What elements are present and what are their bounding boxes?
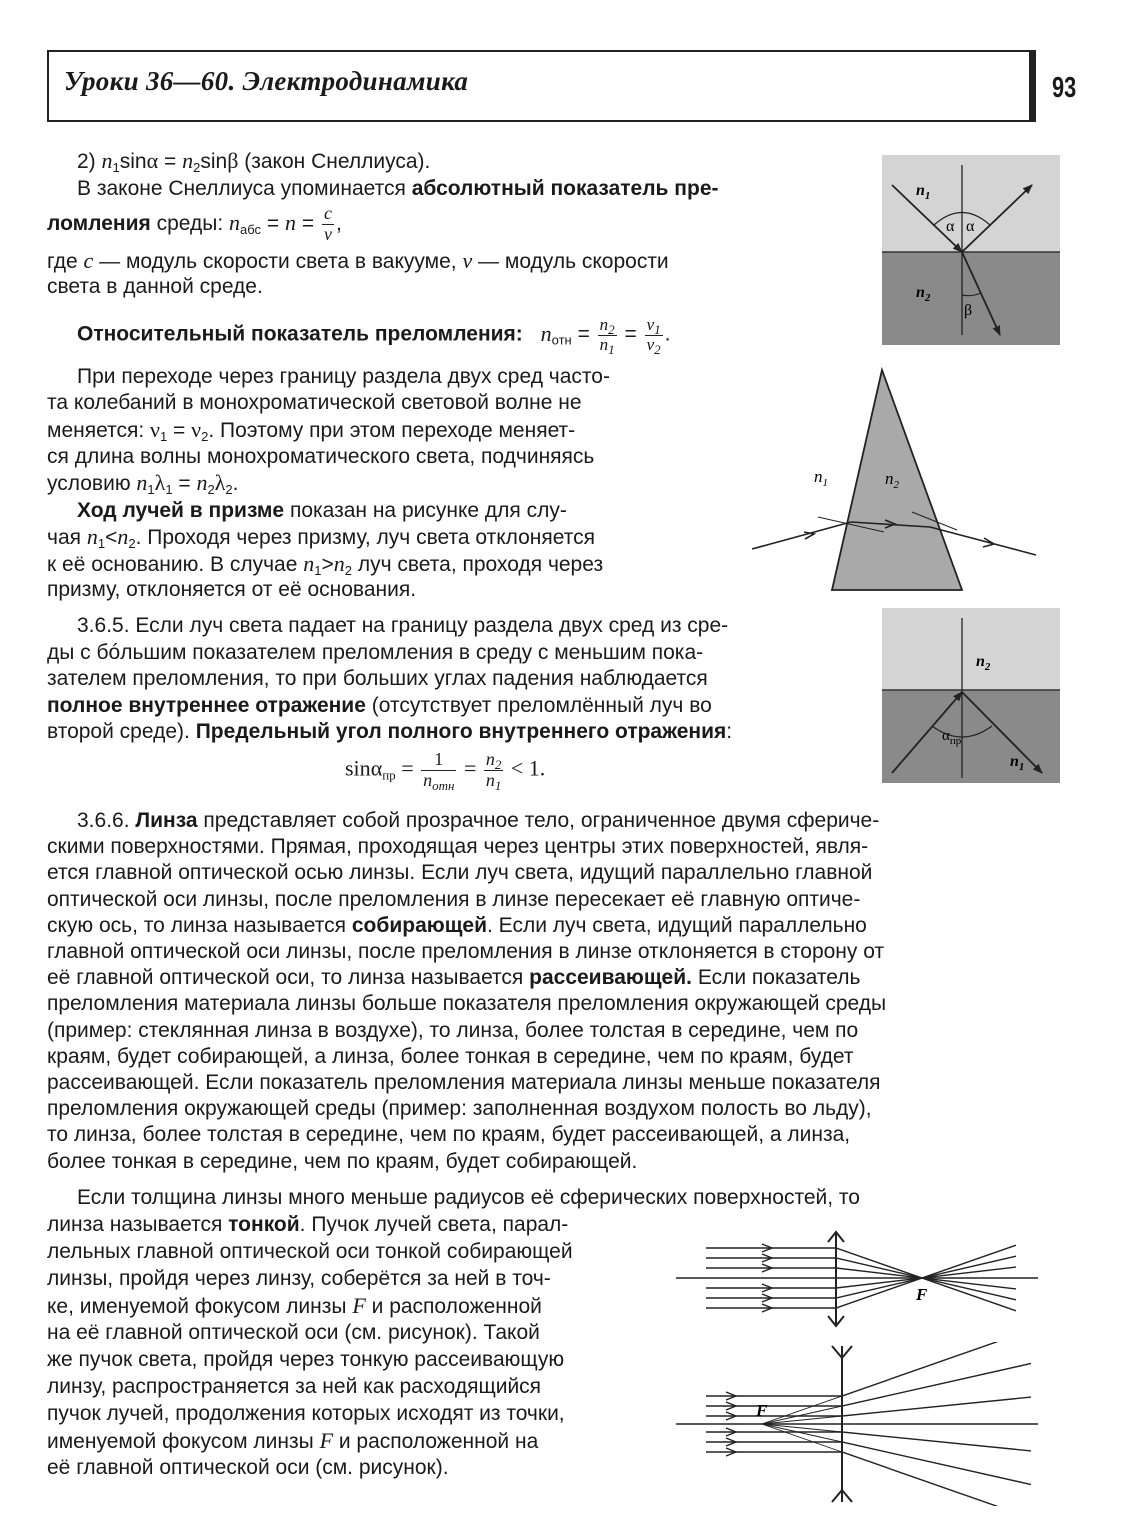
lens-text: 3.6.6. <box>77 809 136 832</box>
converging-ray <box>706 1256 1016 1298</box>
ray-extension <box>762 1424 842 1442</box>
ray-extension <box>762 1406 842 1424</box>
lens-term: рассеивающей. <box>529 966 692 990</box>
prism-line-9: призму, отклоняется от её основания. <box>47 578 417 601</box>
label-n2: $n_2$ <box>916 284 931 304</box>
lens-text: главной оптической оси линзы, после преломления в линзе отклоняется в сторону от <box>47 940 885 963</box>
prism-line-2: та колебаний в монохроматической световой волне не <box>47 391 582 414</box>
critical-angle-formula: sinα$_{пр}$ = 1 $n_{отн}$ = $\frac{n_2}{n_1}$ < 1. <box>345 749 546 793</box>
snell-line-2: В законе Снеллиуса упоминается абсолютный показатель пре- <box>77 177 719 200</box>
snell-line-4: где c — модуль скорости света в вакууме, v — модуль скорости <box>47 248 669 273</box>
lens-line <box>47 860 872 886</box>
prism-line-1: При переходе через границу раздела двух сред часто- <box>77 365 610 388</box>
snell-formula-line: 2) $n_1\sin\alpha = n_2\sin\beta$ (закон Снеллиуса). <box>77 148 431 175</box>
prism-line-5: условию $n_1\lambda_1 = n_2\lambda_2$. <box>47 470 239 497</box>
lens-text: ется главной оптической осью линзы. Если луч света, идущий параллельно главной <box>47 861 873 885</box>
focus-label-2: F <box>756 1401 768 1420</box>
prism-ray-in <box>752 522 851 549</box>
tir-medium-2 <box>882 608 1060 690</box>
lens-line <box>47 965 860 991</box>
lens-text: скими поверхностями. Прямая, проходящая через центры этих поверхностей, явля- <box>47 835 869 859</box>
diverging-lens-figure <box>676 1342 1038 1506</box>
lens-text: оптической оси линзы, после преломления в линзе пересекает её главную оптиче- <box>47 887 861 911</box>
tir-label-n2: $n_2$ <box>976 653 991 673</box>
tir-line-5: второй среде). Предельный угол полного внутреннего отражения: <box>47 720 733 743</box>
converging-ray <box>706 1258 1016 1300</box>
lens-line <box>47 1096 872 1122</box>
lens-text: краям, будет собирающей, а линза, более тонкая в середине, чем по краям, будет <box>47 1044 854 1068</box>
thin-line-10: именуемой фокусом линзы F и расположенной на <box>47 1428 539 1453</box>
prism-label-n1: $n_1$ <box>814 467 828 489</box>
prism-line-7: чая $n_1<n_2$. Проходя через призму, луч света отклоняется <box>47 524 595 551</box>
lens-text: (пример: стеклянная линза в воздухе), то линза, более толстая в середине, чем по <box>47 1018 859 1042</box>
tir-line-1: 3.6.5. Если луч света падает на границу раздела двух сред из сре- <box>77 614 729 637</box>
label-alpha-right: α <box>966 218 975 235</box>
lens-text: рассеивающей. Если показатель преломления материала линзы меньше показателя <box>47 1071 881 1094</box>
diverging-ray <box>706 1452 1031 1506</box>
diverging-ray <box>706 1442 1031 1485</box>
thin-line-5: ке, именуемой фокусом линзы F и расположенной <box>47 1293 542 1318</box>
lens-text: Если показатель <box>691 966 861 990</box>
snell-line-5: света в данной среде. <box>47 275 263 298</box>
label-beta: β <box>964 302 973 319</box>
tir-label-n1: $n_1$ <box>1010 753 1025 773</box>
lens-text: преломления материала линзы больше показателя преломления окружающей среды <box>47 992 887 1016</box>
thin-line-3: лельных главной оптической оси тонкой собирающей <box>47 1240 573 1263</box>
thin-line-6: на её главной оптической оси (см. рисунок). Такой <box>47 1321 540 1344</box>
page-number: 93 <box>1052 72 1077 104</box>
diverging-ray <box>706 1363 1031 1406</box>
prism-line-8: к её основанию. В случае $n_1>n_2$ луч света, проходя через <box>47 551 604 578</box>
prism-line-6: Ход лучей в призме показан на рисунке для слу- <box>77 499 567 522</box>
tir-figure <box>882 608 1060 783</box>
lens-term: собирающей <box>351 913 487 937</box>
lens-line <box>47 913 867 939</box>
lens-line <box>47 1044 853 1070</box>
thin-line-4: линзы, пройдя через линзу, соберётся за ней в точ- <box>47 1267 551 1290</box>
thin-line-2: линза называется тонкой. Пучок лучей света, парал- <box>47 1213 569 1236</box>
tir-line-4: полное внутреннее отражение (отсутствует преломлённый луч во <box>47 694 712 717</box>
prism-arrow-1 <box>804 532 814 539</box>
lens-line <box>47 834 868 860</box>
lens-text: скую ось, то линза называется <box>47 913 352 937</box>
thin-line-9: пучок лучей, продолжения которых исходят из точки, <box>47 1402 565 1425</box>
diverging-ray <box>706 1342 1031 1396</box>
lens-line <box>47 887 860 913</box>
prism-line-3: меняется: $\nu_1 = \nu_2$. Поэтому при этом переходе меняет- <box>47 417 576 444</box>
focus-label: F <box>916 1285 928 1304</box>
label-alpha-left: α <box>946 218 955 235</box>
prism-line-4: ся длина волны монохроматического света, подчиняясь <box>47 445 595 468</box>
lens-text: её главной оптической оси, то линза называется <box>47 966 530 990</box>
lens-line <box>47 939 884 965</box>
thin-line-11: её главной оптической оси (см. рисунок). <box>47 1456 449 1479</box>
lens-text: более тонкая в середине, чем по краям, будет собирающей. <box>47 1149 638 1173</box>
lens-term: Линза <box>135 809 198 832</box>
thin-line-8: линзу, распространяется за ней как расходящийся <box>47 1375 542 1398</box>
prism-figure <box>752 362 1037 594</box>
relative-index-line: Относительный показатель преломления: $n_{отн}$ = $\frac{n_2}{n_1}$ = $\frac{v_1}{v_2}$ . <box>77 315 671 357</box>
lens-text: . Если луч света, идущий параллельно <box>487 913 867 937</box>
tir-line-2: ды с бóльшим показателем преломления в среду с меньшим пока- <box>47 641 704 664</box>
lens-line <box>47 1018 858 1044</box>
tir-line-3: зателем преломления, то при больших углах падения наблюдается <box>47 667 708 690</box>
lens-line <box>47 1149 637 1175</box>
lens-text: представляет собой прозрачное тело, ограниченное двумя сфериче- <box>197 809 880 832</box>
lens-line <box>77 808 879 834</box>
label-n1: $n_1$ <box>916 182 931 202</box>
lens-line <box>47 1122 850 1148</box>
page-title: Уроки 36—60. Электродинамика <box>64 66 469 96</box>
thin-line-1: Если толщина линзы много меньше радиусов её сферических поверхностей, то <box>77 1186 860 1209</box>
medium-2 <box>882 252 1060 345</box>
medium-1 <box>882 155 1060 252</box>
refraction-figure <box>882 155 1060 345</box>
lens-text: преломления окружающей среды (пример: заполненная воздухом полость во льду), <box>47 1097 872 1121</box>
lens-line <box>47 991 886 1017</box>
thin-line-7: же пучок света, пройдя через тонкую рассеивающую <box>47 1348 565 1371</box>
lens-line <box>47 1070 881 1096</box>
lens-text: то линза, более толстая в середине, чем по краям, будет рассеивающей, а линза, <box>47 1123 851 1147</box>
prism-label-n2: $n_2$ <box>885 469 899 491</box>
snell-line-3: ломления среды: $n_{абс} = n$ = $\frac{c}{v}$ , <box>47 203 342 244</box>
converging-lens-figure <box>676 1228 1038 1330</box>
tir-label-alpha: $\alpha_{пр}$ <box>942 728 962 747</box>
